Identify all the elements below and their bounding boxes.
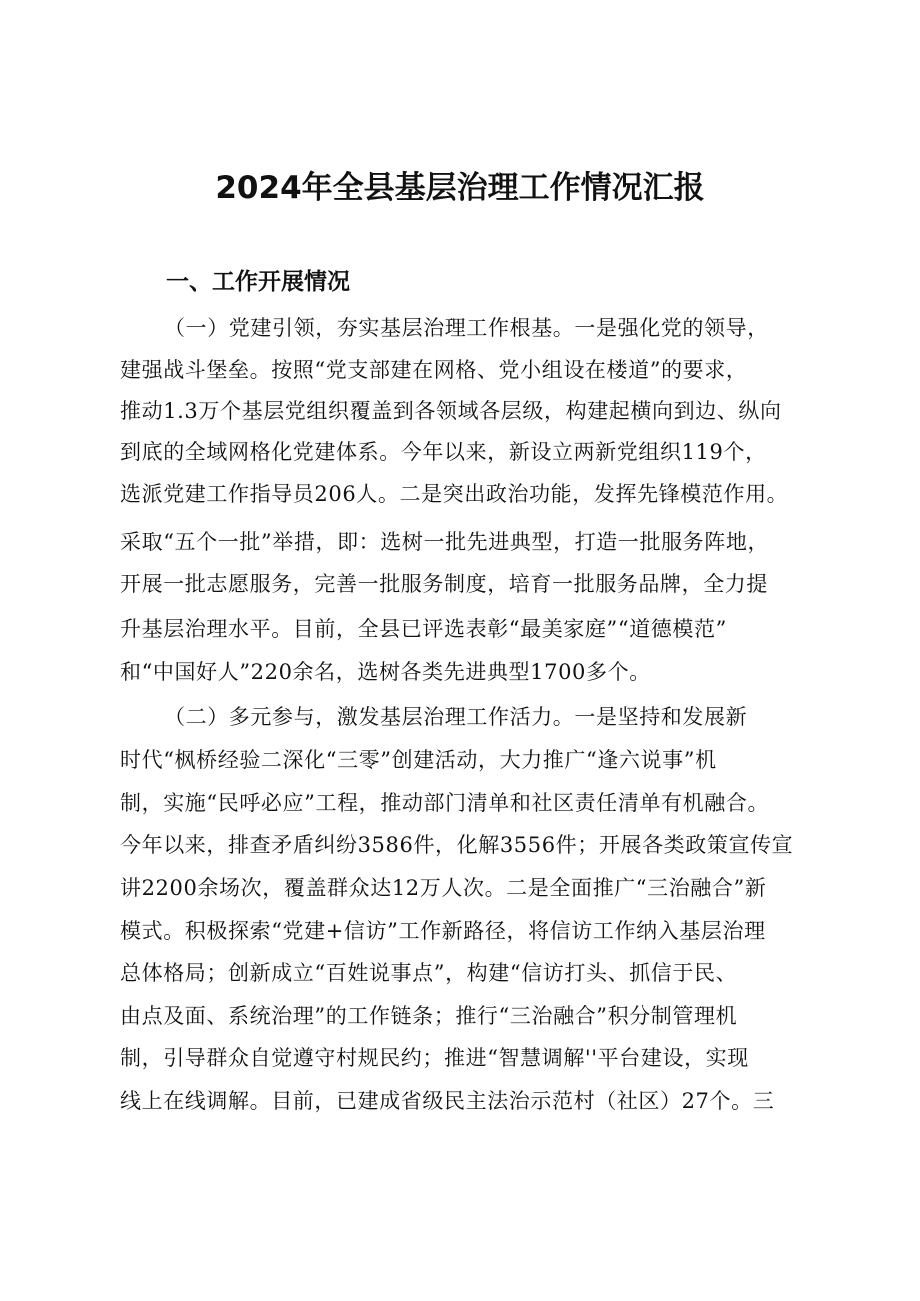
body-line: 讲2200余场次，覆盖群众达12万人次。二是全面推广“三治融合”新 xyxy=(120,876,767,900)
body-line: 今年以来，排查矛盾纠纷3586件，化解3556件；开展各类政策宣传宣 xyxy=(120,833,794,857)
body-line: 升基层治理水平。目前，全县已评选表彰“最美家庭”“道德模范” xyxy=(120,617,727,641)
section-heading: 一、工作开展情况 xyxy=(166,269,350,295)
body-line: 线上在线调解。目前，已建成省级民主法治示范村（社区）27个。三 xyxy=(120,1089,775,1113)
body-line: （二）多元参与，激发基层治理工作活力。一是坚持和发展新 xyxy=(164,705,748,729)
body-line: 开展一批志愿服务，完善一批服务制度，培育一批服务品牌，全力提 xyxy=(120,572,768,596)
body-line: 和“中国好人”220余名，选树各类先进典型1700多个。 xyxy=(120,660,651,684)
body-line: 制，实施“民呼必应”工程，推动部门清单和社区责任清单有机融合。 xyxy=(120,791,770,815)
body-line: 时代“枫桥经验二深化“三零”创建活动，大力推广“逢六说事”机 xyxy=(120,748,717,772)
document-title: 2024年全县基层治理工作情况汇报 xyxy=(215,170,705,206)
body-line: 制，引导群众自觉遵守村规民约；推进“智慧调解''平台建设，实现 xyxy=(120,1046,749,1070)
body-line: 采取“五个一批”举措，即：选树一批先进典型，打造一批服务阵地， xyxy=(120,530,770,554)
body-line: 推动1.3万个基层党组织覆盖到各领域各层级，构建起横向到边、纵向 xyxy=(120,399,782,423)
body-line: 总体格局；创新成立“百姓说事点”，构建“信访打头、抓信于民、 xyxy=(120,961,738,985)
body-line: 到底的全域网格化党建体系。今年以来，新设立两新党组织119个， xyxy=(120,440,767,464)
body-line: 选派党建工作指导员206人。二是突出政治功能，发挥先锋模范作用。 xyxy=(120,482,789,506)
body-line: 模式。积极探索“党建+信访”工作新路径，将信访工作纳入基层治理 xyxy=(120,919,766,943)
body-line: （一）党建引领，夯实基层治理工作根基。一是强化党的领导， xyxy=(164,316,769,340)
body-line: 由点及面、系统治理”的工作链条；推行“三治融合”积分制管理机 xyxy=(120,1004,738,1028)
body-line: 建强战斗堡垒。按照“党支部建在网格、党小组设在楼道”的要求， xyxy=(120,358,748,382)
